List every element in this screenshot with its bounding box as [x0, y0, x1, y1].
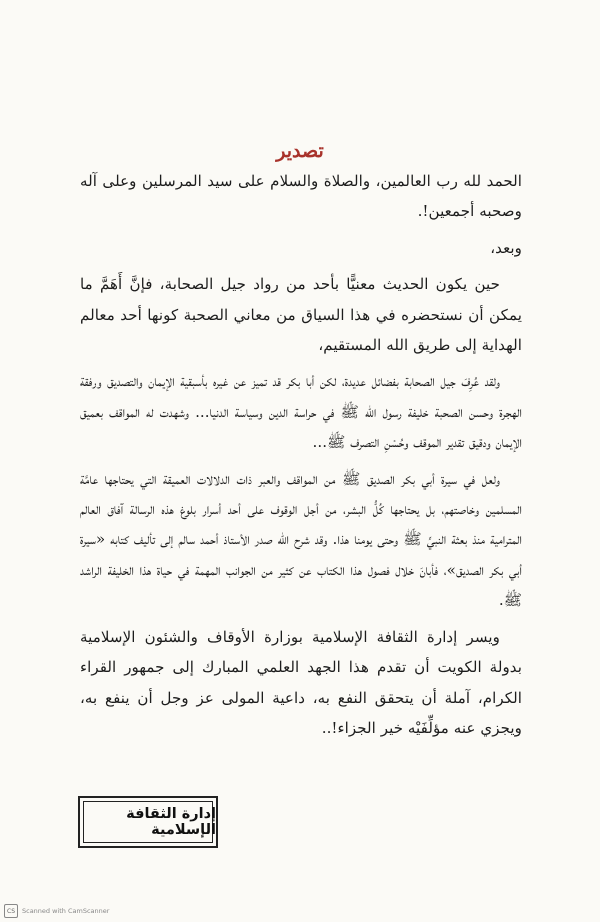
paragraph-opening: الحمد لله رب العالمين، والصلاة والسلام على سيد المرسلين وعلى آله وصحبه أجمعين!. [80, 172, 522, 221]
page-title: تصدير [276, 140, 324, 162]
paragraph-abu-bakr: ولقد عُرِفَ جيل الصحابة بفضائل عديدة، لكن أبا بكر قد تميز عن غيره بأسبقية الإيمان والتصديق ورفقة الهجرة وحسن الصحبة خليفة رسول الله ﷺ في حراسة الدين وسياسة الدنيا... وشهدت له المواقف بعميق الإيمان ودقيق تقدير الموقف وحُسْنِ التصرف ﷺ... [80, 372, 522, 452]
paragraph-companions: حين يكون الحديث معنيًّا بأحد من رواد جيل الصحابة، فإنَّ أَهَمَّ ما يمكن أن نستحضره في هذا السياق من معاني الصحبة كونها أحد معالم الهداية إلى طريق الله المستقيم، [80, 275, 522, 355]
camscanner-icon: CS [4, 904, 18, 918]
publisher-logo [78, 796, 218, 848]
scanner-text: Scanned with CamScanner [22, 907, 110, 915]
body-text [80, 166, 522, 749]
paragraph-publisher: ويسر إدارة الثقافة الإسلامية بوزارة الأوقاف والشئون الإسلامية بدولة الكويت أن تقدم هذا الجهد العلمي المبارك إلى جمهور القراء الكرام، آملة أن يتحقق النفع به، داعية المولى عز وجل أن ينفع به، ويجزي عنه مؤلِّفَيْه خير الجزاء!.. [80, 627, 522, 737]
logo-text: إدارة الثقافة الإسلامية [126, 806, 216, 838]
paragraph-transition: وبعد، [490, 238, 522, 257]
scanner-watermark [4, 904, 109, 918]
paragraph-biography: ولعل في سيرة أبي بكر الصديق ﷺ من المواقف والعبر ذات الدلالات العميقة التي يحتاجها عامَّة المسلمين وخاصتهم، بل يحتاجها كُلُّ البشر، من أجل الوقوف على أحد أسرار بلوغ هذه الرسالة آفاق العالم المترامية منذ بعثة النبيِّ ﷺ وحتى يومنا هذا. وقد شرح الله صدر الأستاذ أحمد سالم إلى تأليف كتابه «سيرة أبي بكر الصديق»، فأبانَ خلال فصول هذا الكتاب عن كثير من الجوانب المهمة في حياة هذا الخليفة الراشد ﷺ. [80, 469, 522, 610]
